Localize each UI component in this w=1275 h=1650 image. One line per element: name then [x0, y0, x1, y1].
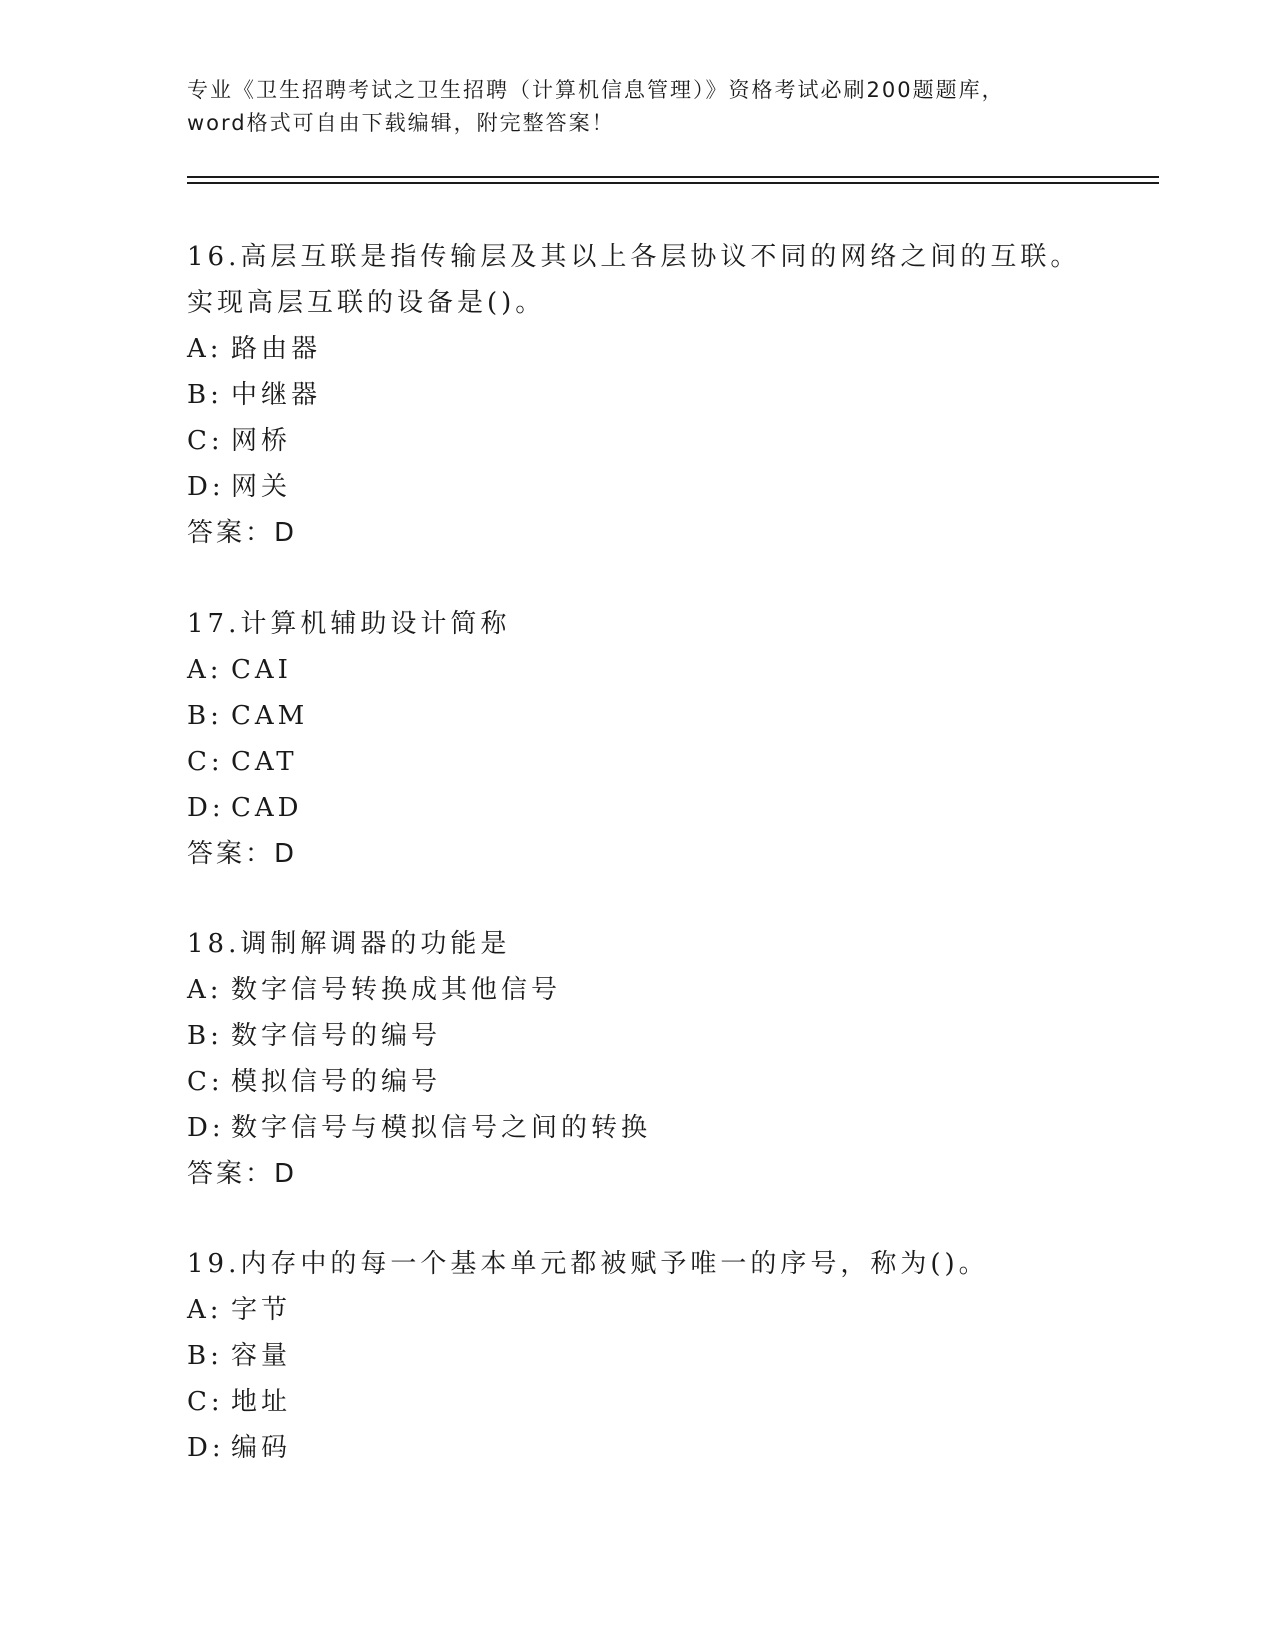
- option-text: 容量: [231, 1341, 292, 1371]
- option-text: 数字信号的编号: [231, 1021, 442, 1051]
- option-b: [187, 1333, 1087, 1379]
- option-letter: C:: [187, 426, 224, 456]
- answer-line: 答案：D: [187, 1159, 298, 1189]
- option-text: 路由器: [231, 334, 322, 364]
- question-stem: 17.计算机辅助设计简称: [187, 609, 511, 639]
- option-a: [187, 647, 1087, 693]
- question-stem: 16.高层互联是指传输层及其以上各层协议不同的网络之间的互联。实现高层互联的设备是()。: [187, 242, 1081, 318]
- option-letter: D:: [187, 1433, 225, 1463]
- option-b: [187, 372, 1087, 418]
- option-letter: A:: [187, 975, 223, 1005]
- option-text: 地址: [231, 1387, 292, 1417]
- option-text: 模拟信号的编号: [231, 1067, 442, 1097]
- option-text: 数字信号与模拟信号之间的转换: [231, 1113, 652, 1143]
- option-letter: A:: [187, 1295, 223, 1325]
- option-text: 编码: [231, 1433, 292, 1463]
- question-16: [187, 234, 1087, 556]
- option-text: 数字信号转换成其他信号: [231, 975, 562, 1005]
- option-text: CAD: [231, 793, 303, 823]
- option-c: [187, 418, 1087, 464]
- header-divider-bottom: [187, 182, 1159, 184]
- answer-line: 答案：D: [187, 839, 298, 869]
- option-b: [187, 1013, 1087, 1059]
- option-letter: D:: [187, 1113, 225, 1143]
- option-letter: A:: [187, 655, 223, 685]
- option-c: [187, 1059, 1087, 1105]
- option-text: 网桥: [231, 426, 292, 456]
- option-a: [187, 1287, 1087, 1333]
- option-text: CAI: [231, 655, 292, 685]
- option-d: [187, 785, 1087, 831]
- option-letter: C:: [187, 747, 224, 777]
- option-letter: D:: [187, 793, 225, 823]
- question-19: [187, 1241, 1087, 1471]
- header-title-line-2: word格式可自由下载编辑，附完整答案！: [187, 111, 615, 135]
- option-text: 字节: [231, 1295, 292, 1325]
- option-d: [187, 464, 1087, 510]
- option-letter: D:: [187, 472, 225, 502]
- option-c: [187, 739, 1087, 785]
- option-d: [187, 1425, 1087, 1471]
- option-text: 中继器: [231, 380, 322, 410]
- option-letter: B:: [187, 701, 223, 731]
- option-a: [187, 326, 1087, 372]
- option-b: [187, 693, 1087, 739]
- question-stem: 19.内存中的每一个基本单元都被赋予唯一的序号，称为()。: [187, 1249, 989, 1279]
- question-stem: 18.调制解调器的功能是: [187, 929, 511, 959]
- option-letter: B:: [187, 380, 223, 410]
- option-letter: B:: [187, 1021, 223, 1051]
- option-text: CAT: [231, 747, 298, 777]
- option-a: [187, 967, 1087, 1013]
- header-divider-top: [187, 176, 1159, 178]
- document-header: [187, 74, 1087, 140]
- option-d: [187, 1105, 1087, 1151]
- question-17: [187, 601, 1087, 877]
- option-letter: C:: [187, 1387, 224, 1417]
- option-text: 网关: [231, 472, 292, 502]
- question-18: [187, 921, 1087, 1197]
- header-title-line-1: 专业《卫生招聘考试之卫生招聘（计算机信息管理）》资格考试必刷200题题库，: [187, 78, 1005, 102]
- option-letter: C:: [187, 1067, 224, 1097]
- option-letter: A:: [187, 334, 223, 364]
- option-c: [187, 1379, 1087, 1425]
- option-letter: B:: [187, 1341, 223, 1371]
- answer-line: 答案：D: [187, 518, 298, 548]
- option-text: CAM: [231, 701, 309, 731]
